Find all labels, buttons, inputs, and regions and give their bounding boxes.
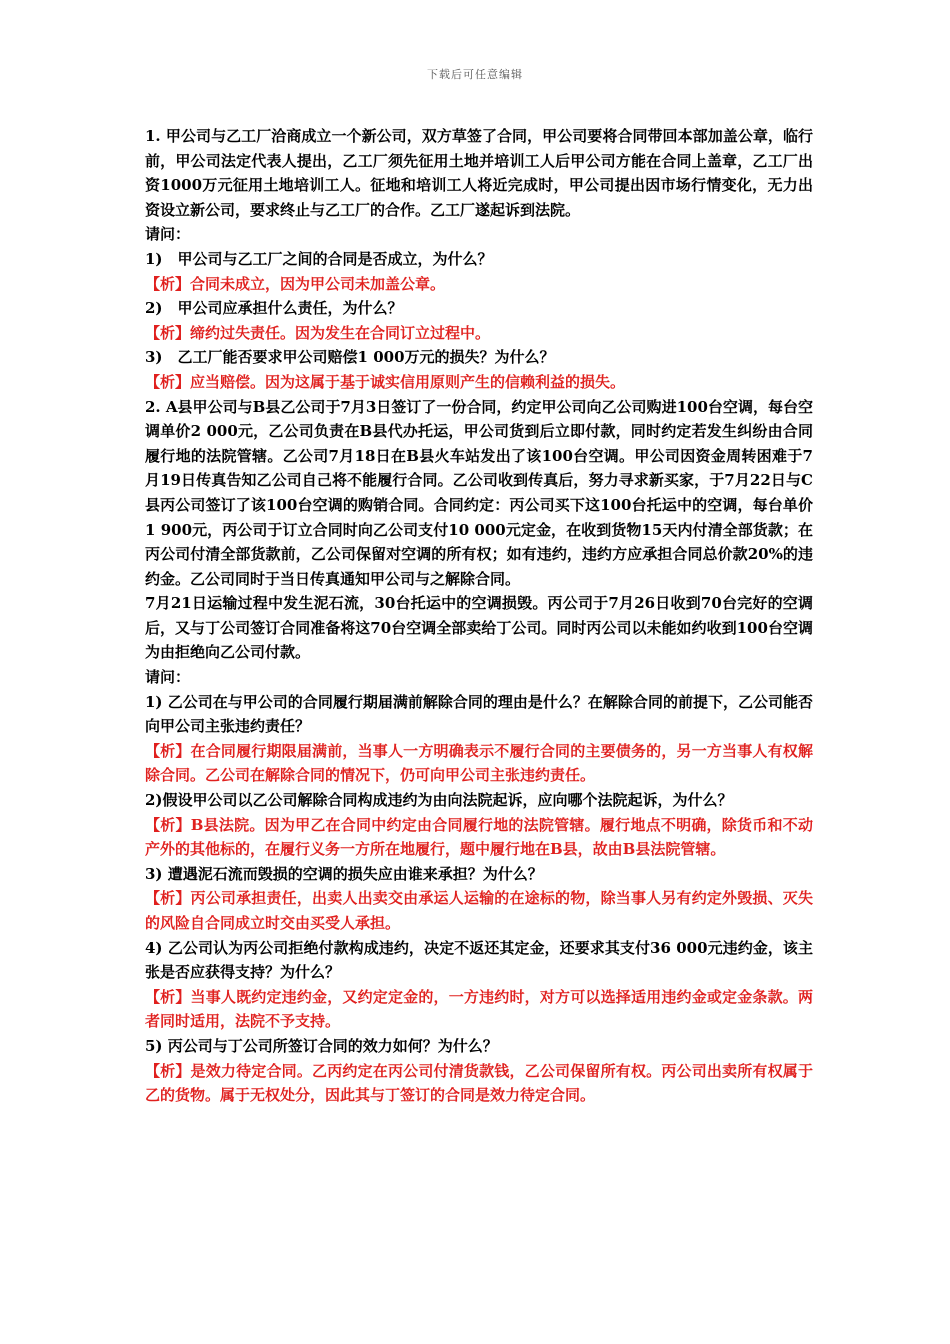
question-prompt: 请问： [145,668,191,687]
answer-item: 【析】合同未成立，因为甲公司未加盖公章。 [145,274,446,293]
answer-item: 【析】是效力待定合同。乙丙约定在丙公司付清货款钱，乙公司保留所有权。丙公司出卖所有权属于乙的货物。属于无权处分，因此其与丁签订的合同是效力待定合同。 [145,1061,813,1105]
question-item: 4) 乙公司认为丙公司拒绝付款构成违约，决定不返还其定金，还要求其支付36 000元违约金，该主张是否应获得支持？为什么？ [145,938,813,982]
answer-item: 【析】当事人既约定违约金，又约定定金的，一方违约时，对方可以选择适用违约金或定金条款。两者同时适用，法院不予支持。 [145,987,813,1031]
question-item: 5) 丙公司与丁公司所签订合同的效力如何？为什么？ [145,1036,498,1055]
question-item: 3) 乙工厂能否要求甲公司赔偿1 000万元的损失？为什么？ [145,348,555,367]
page-header: 下载后可任意编辑 [427,68,523,81]
question-item: 2)假设甲公司以乙公司解除合同构成违约为由向法院起诉，应向哪个法院起诉，为什么？ [145,791,733,810]
answer-item: 【析】缔约过失责任。因为发生在合同订立过程中。 [145,323,491,342]
case-2-description-cont: 7月21日运输过程中发生泥石流，30台托运中的空调损毁。丙公司于7月26日收到70台完好的空调后，又与丁公司签订合同准备将这70台空调全部卖给丁公司。同时丙公司以未能如约收到100台空调为由拒绝向乙公司付款。 [145,594,813,662]
question-item: 1) 甲公司与乙工厂之间的合同是否成立，为什么？ [145,249,493,268]
case-2-description: 2. A县甲公司与B县乙公司于7月3日签订了一份合同，约定甲公司向乙公司购进100台空调，每台空调单价2 000元，乙公司负责在B县代办托运，甲公司货到后立即付款，同时约定若发生纠纷由合同履行地的法院管辖。乙公司7月18日在B县火车站发出了该100台空调。甲公司因资金周转困难于7月19日传真告知乙公司自己将不能履行合同。乙公司收到传真后，努力寻求新买家，于7月22日与C县丙公司签订了该100台空调的购销合同。合同约定：丙公司买下这100台托运中的空调，每台单价1 900元，丙公司于订立合同时向乙公司支付10 000元定金，在收到货物15天内付清全部货款；在丙公司付清全部货款前，乙公司保留对空调的所有权；如有违约，违约方应承担合同总价款20%的违约金。乙公司同时于当日传真通知甲公司与之解除合同。 [145,397,813,588]
answer-item: 【析】应当赔偿。因为这属于基于诚实信用原则产生的信赖利益的损失。 [145,372,626,391]
question-item: 3) 遭遇泥石流而毁损的空调的损失应由谁来承担？为什么？ [145,864,543,883]
document-body [145,124,813,1108]
case-1-description: 1. 甲公司与乙工厂洽商成立一个新公司，双方草签了合同，甲公司要将合同带回本部加盖公章，临行前，甲公司法定代表人提出，乙工厂须先征用土地并培训工人后甲公司方能在合同上盖章，乙工厂出资1000万元征用土地培训工人。征地和培训工人将近完成时，甲公司提出因市场行情变化，无力出资设立新公司，要求终止与乙工厂的合作。乙工厂遂起诉到法院。 [145,127,813,219]
question-prompt: 请问： [145,225,191,244]
answer-item: 【析】在合同履行期限届满前，当事人一方明确表示不履行合同的主要债务的，另一方当事人有权解除合同。乙公司在解除合同的情况下，仍可向甲公司主张违约责任。 [145,741,813,785]
answer-item: 【析】B县法院。因为甲乙在合同中约定由合同履行地的法院管辖。履行地点不明确，除货币和不动产外的其他标的，在履行义务一方所在地履行，题中履行地在B县，故由B县法院管辖。 [145,815,813,859]
question-item: 1) 乙公司在与甲公司的合同履行期届满前解除合同的理由是什么？在解除合同的前提下，乙公司能否向甲公司主张违约责任？ [145,692,813,736]
question-item: 2) 甲公司应承担什么责任，为什么？ [145,299,403,318]
answer-item: 【析】丙公司承担责任，出卖人出卖交由承运人运输的在途标的物，除当事人另有约定外毁损、灭失的风险自合同成立时交由买受人承担。 [145,889,813,932]
